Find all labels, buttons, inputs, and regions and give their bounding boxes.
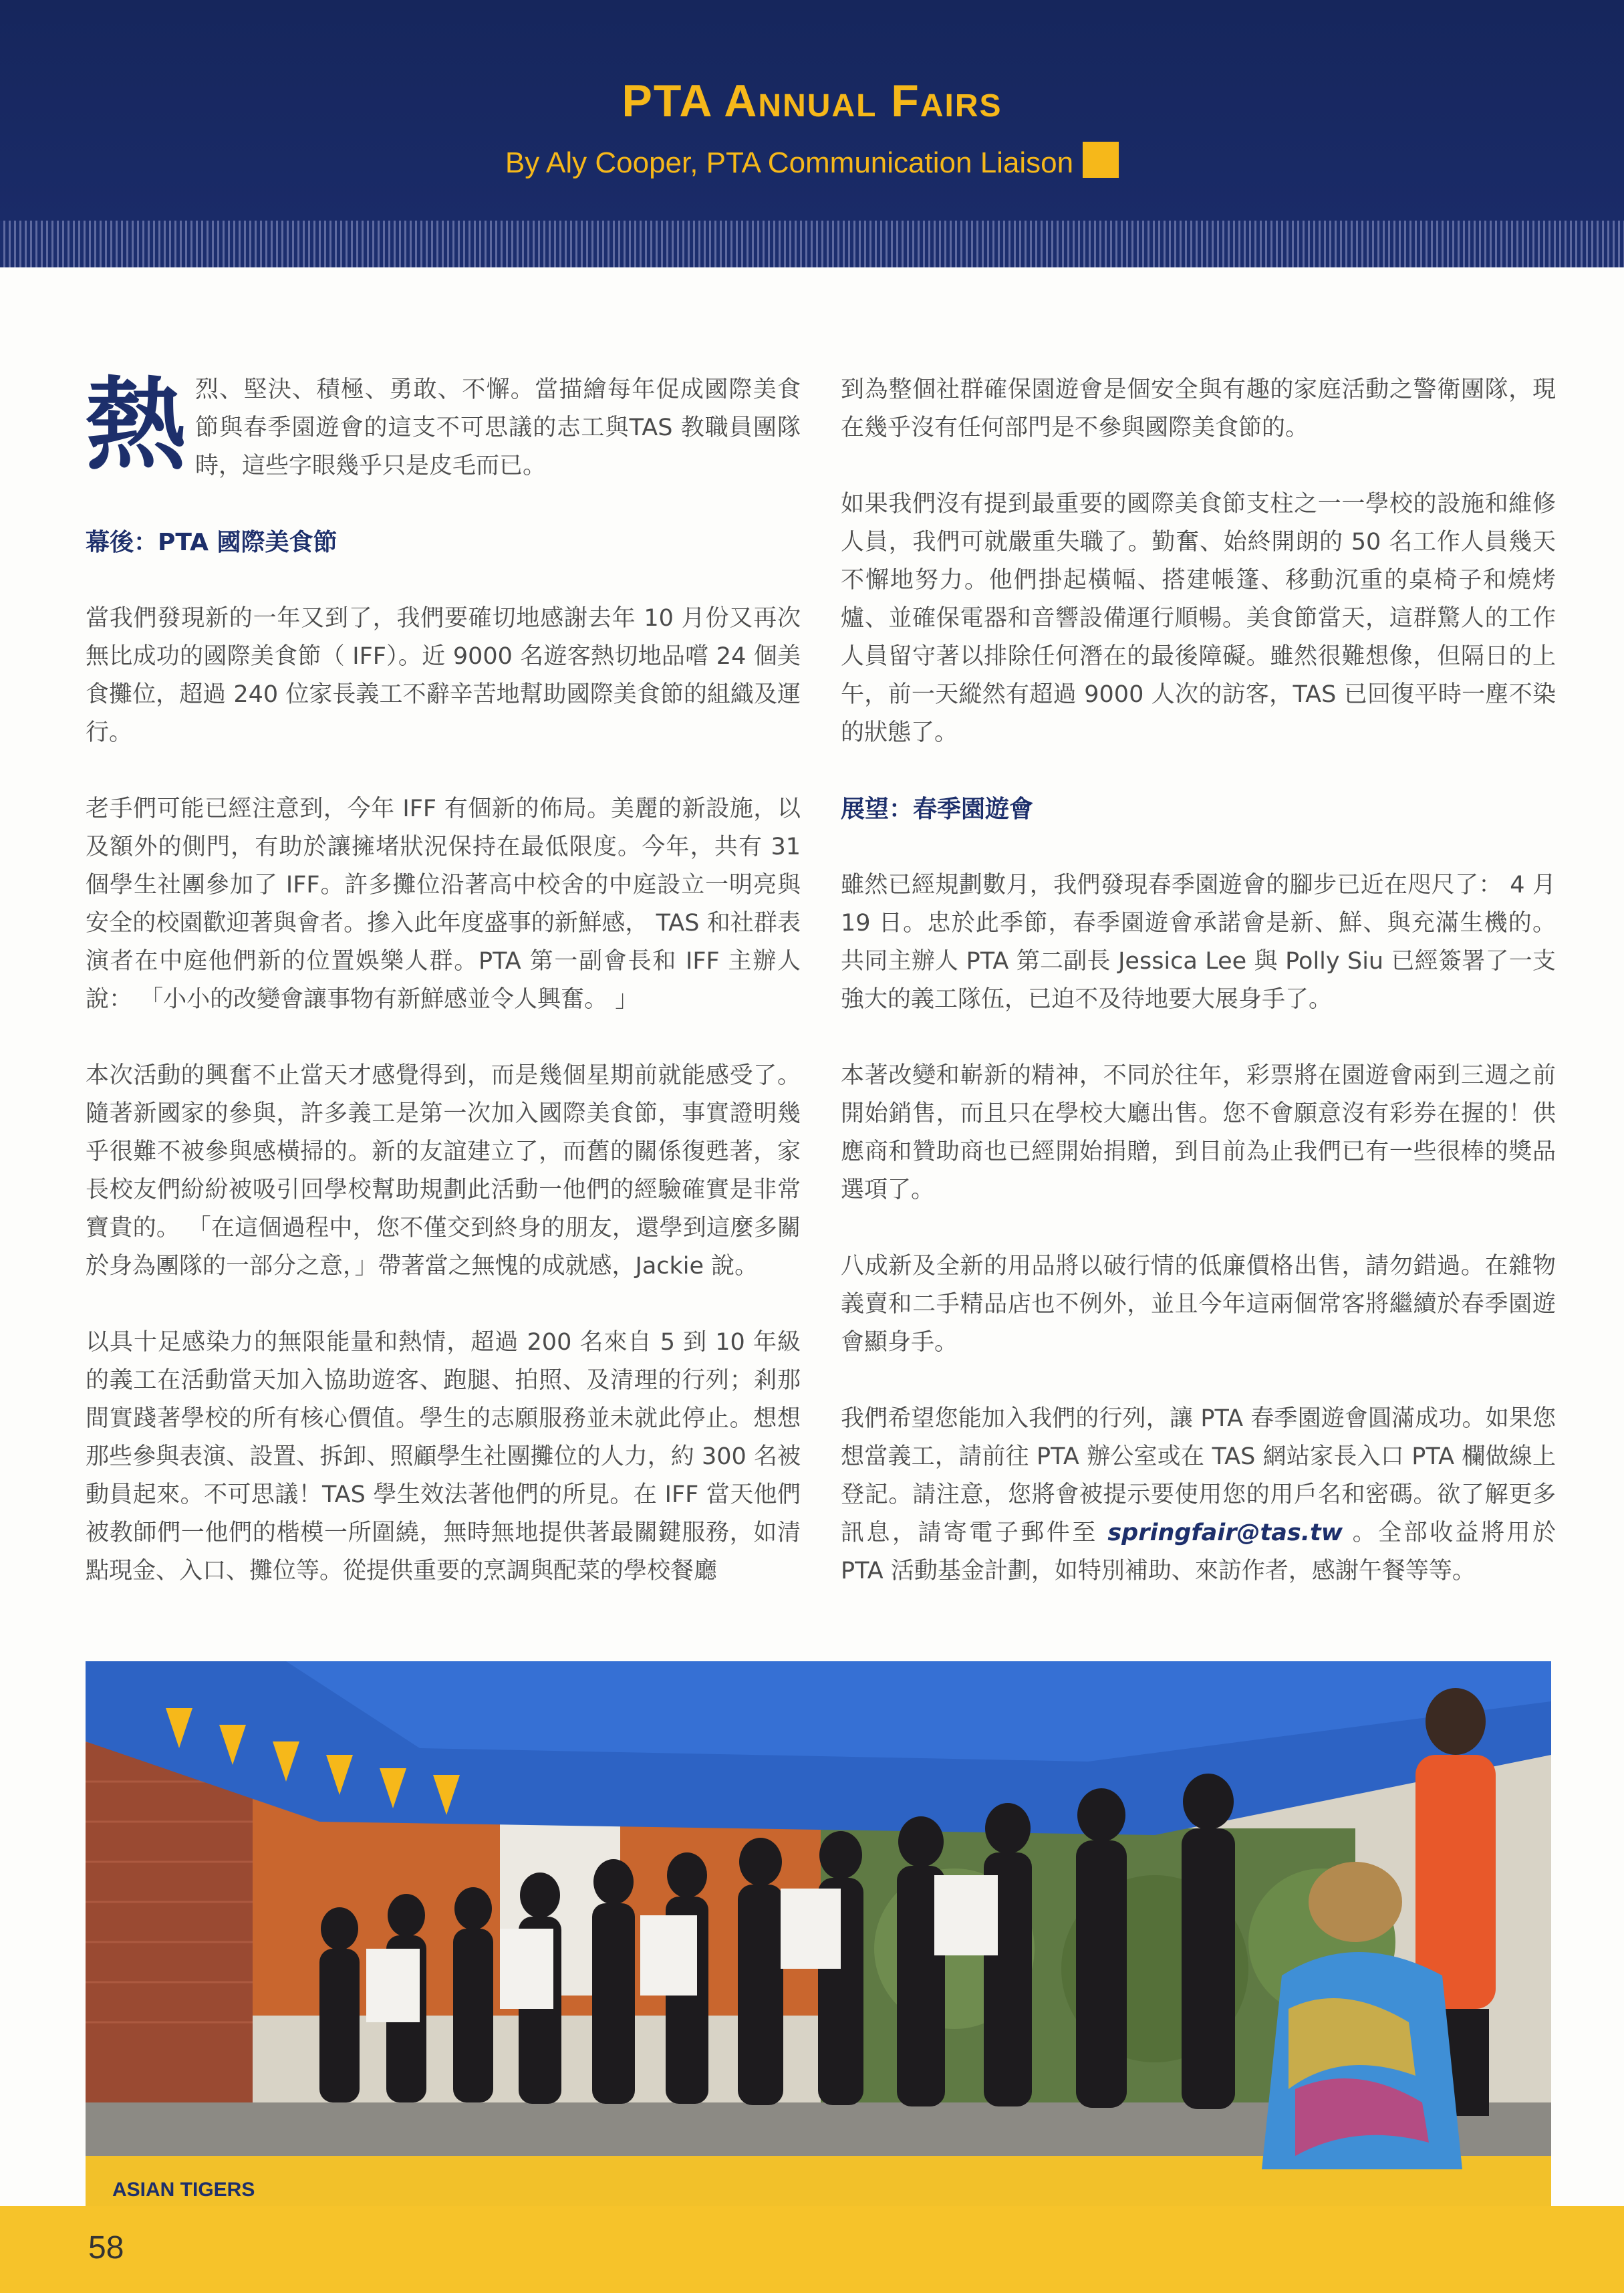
performance-photo (86, 1661, 1551, 2206)
page-title: PTA Annual Fairs (622, 76, 1002, 126)
dropcap: 熱 (86, 366, 186, 484)
paragraph: 當我們發現新的一年又到了，我們要確切地感謝去年 10 月份又再次無比成功的國際美食節（ IFF）。近 9000 名遊客熱切地品嚐 24 個美食攤位，超過 240 位家長義工不辭辛苦地幫助國際美食節的組織及運行。 (86, 605, 801, 746)
paragraph: 老手們可能已經注意到，今年 IFF 有個新的佈局。美麗的新設施，以及額外的側門，有助於讓擁堵狀況保持在最低限度。今年，共有 31 個學生社團參加了 IFF。許多攤位沿著高中校舍的中庭設立一明亮與安全的校園歡迎著與會者。摻入此年度盛事的新鮮感， TAS 和社群表演者在中庭他們新的位置娛樂人群。PTA 第一副會長和 IFF 主辦人說： 「小小的改變會讓事物有新鮮感並令人興奮。 」 (86, 796, 801, 1013)
email-link[interactable]: springfair@tas.tw (1107, 1520, 1343, 1546)
photo-illustration (86, 1661, 1551, 2206)
paragraph: 雖然已經規劃數月，我們發現春季園遊會的腳步已近在咫尺了： 4 月 19 日。忠於此季節，春季園遊會承諾會是新、鮮、與充滿生機的。共同主辦人 PTA 第二副長 Jessica Lee 與 Polly Siu 已經簽署了一支強大的義工隊伍，已迫不及待地要大展身手了。 (841, 872, 1556, 1013)
right-column (841, 371, 1556, 1628)
byline-text: By Aly Cooper, PTA Communication Liaison (505, 146, 1074, 179)
paragraph: 以具十足感染力的無限能量和熱情，超過 200 名來自 5 到 10 年級的義工在活動當天加入協助遊客、跑腿、拍照、及清理的行列；剎那間實踐著學校的所有核心價值。學生的志願服務並未就此停止。想想那些參與表演、設置、拆卸、照顧學生社團攤位的人力，約 300 名被動員起來。不可思議！TAS 學生效法著他們的所見。在 IFF 當天他們被教師們一他們的楷模一所圍繞，無時無地提供著最關鍵服務，如清點現金、入口、攤位等。從提供重要的烹調與配菜的學校餐廳 (86, 1329, 801, 1584)
paragraph: 本次活動的興奮不止當天才感覺得到，而是幾個星期前就能感受了。隨著新國家的參與，許多義工是第一次加入國際美食節，事實證明幾乎很難不被參與感橫掃的。新的友誼建立了，而舊的關係復甦著，家長校友們紛紛被吸引回學校幫助規劃此活動一他們的經驗確實是非常寶貴的。 「在這個過程中，您不僅交到終身的朋友，還學到這麼多關於身為團隊的一部分之意，」帶著當之無愧的成就感，Jackie 說。 (86, 1062, 801, 1280)
section-heading-iff: 幕後：PTA 國際美食節 (86, 529, 337, 556)
header-stripes (0, 221, 1624, 267)
byline-square-icon (1083, 142, 1119, 178)
left-column (86, 366, 801, 1628)
paragraph: 八成新及全新的用品將以破行情的低廉價格出售，請勿錯過。在雜物義賣和二手精品店也不例外，並且今年這兩個常客將繼續於春季園遊會顯身手。 (841, 1253, 1556, 1356)
photo-banner-text: ASIAN TIGERS (112, 2179, 255, 2201)
intro-paragraph (86, 366, 801, 485)
intro-text: 烈、堅決、積極、勇敢、不懈。當描繪每年促成國際美食節與春季園遊會的這支不可思議的志工與TAS 教職員團隊時，這些字眼幾乎只是皮毛而已。 (195, 376, 801, 479)
byline (0, 142, 1624, 180)
contact-text: 我們希望您能加入我們的行列，讓 PTA 春季園遊會圓滿成功。如果您想當義工，請前往 PTA 辦公室或在 TAS 網站家長入口 PTA 欄做線上登記。請注意，您將會被提示要使用您的用戶名和密碼。欲了解更多訊息，請寄電子郵件至 (841, 1405, 1556, 1546)
paragraph: 到為整個社群確保園遊會是個安全與有趣的家庭活動之警衛團隊，現在幾乎沒有任何部門是不參與國際美食節的。 (841, 376, 1556, 441)
section-heading-spring-fair: 展望：春季園遊會 (841, 796, 1034, 823)
page-number: 58 (88, 2230, 124, 2266)
contact-text-end: 。全部收益將用於 PTA 活動基金計劃，如特別補助、來訪作者，感謝午餐等等。 (841, 1520, 1556, 1584)
contact-paragraph (841, 1400, 1556, 1590)
paragraph: 如果我們沒有提到最重要的國際美食節支柱之一一學校的設施和維修人員，我們可就嚴重失職了。勤奮、始終開朗的 50 名工作人員幾天不懈地努力。他們掛起橫幅、搭建帳篷、移動沉重的桌椅子和燒烤爐、並確保電器和音響設備運行順暢。美食節當天，這群驚人的工作人員留守著以排除任何潛在的最後障礙。雖然很難想像，但隔日的上午，前一天縱然有超過 9000 人次的訪客，TAS 已回復平時一塵不染的狀態了。 (841, 491, 1556, 746)
paragraph: 本著改變和嶄新的精神，不同於往年，彩票將在園遊會兩到三週之前開始銷售，而且只在學校大廳出售。您不會願意沒有彩券在握的！供應商和贊助商也已經開始捐贈，到目前為止我們已有一些很棒的獎品選項了。 (841, 1062, 1556, 1203)
footer-band (0, 2206, 1624, 2293)
